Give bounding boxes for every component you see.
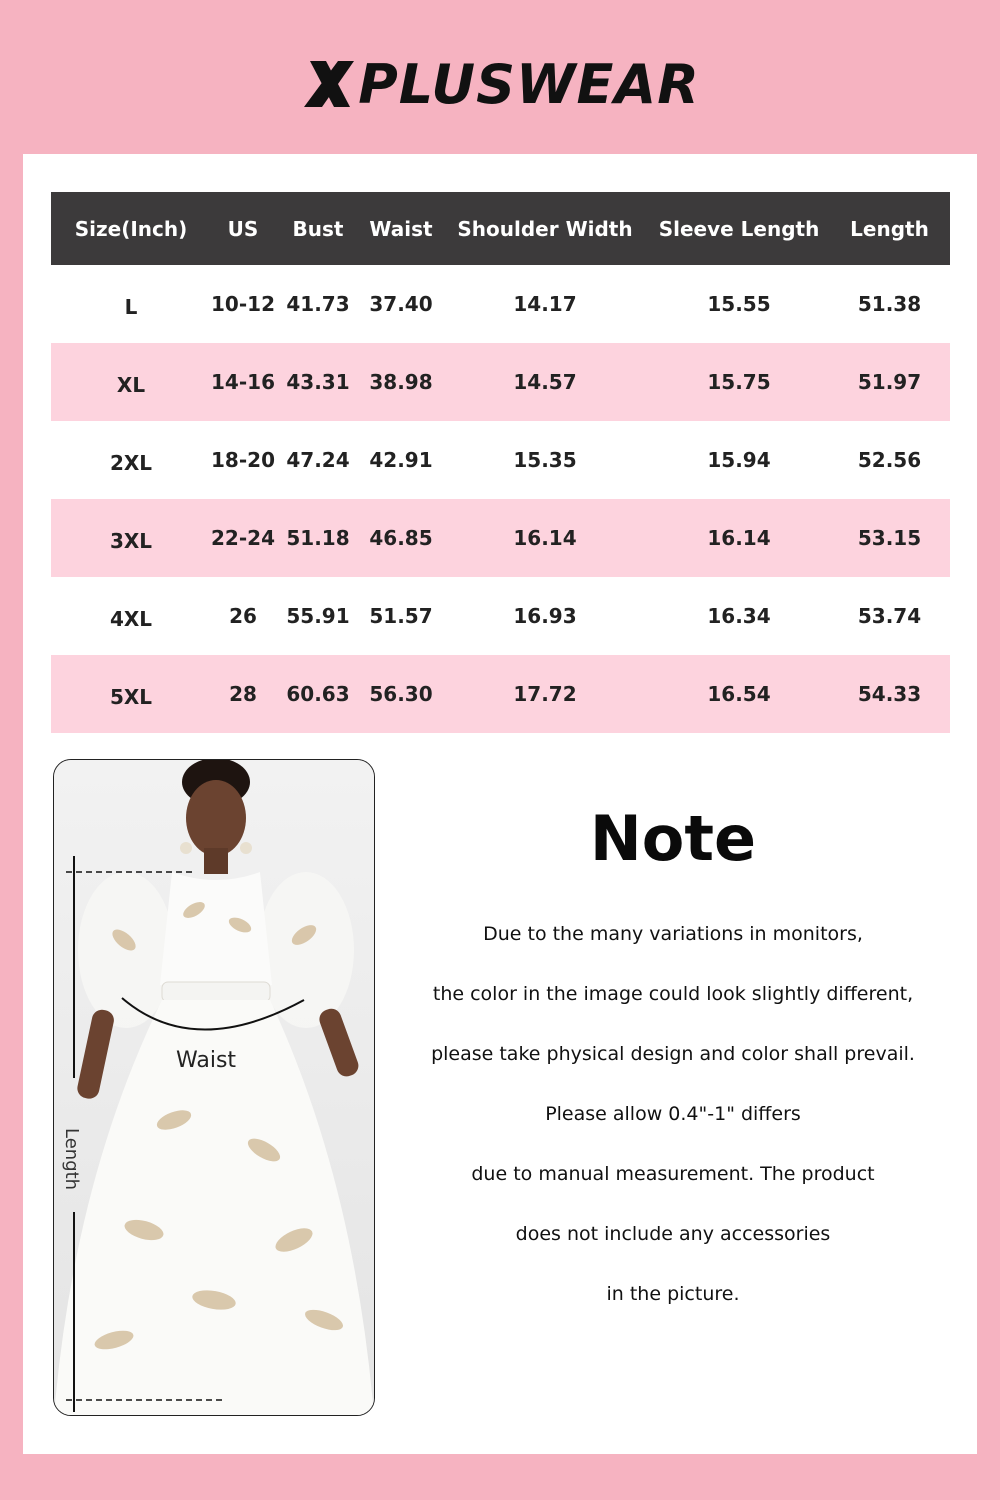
table-row (51, 421, 950, 499)
table-cell: 37.40 (369, 292, 433, 316)
table-cell: 47.24 (286, 448, 350, 472)
table-cell: 15.35 (513, 448, 577, 472)
table-cell: 22-24 (211, 499, 275, 577)
note-text (393, 916, 953, 1336)
table-cell: 16.54 (649, 655, 829, 733)
table-cell: 15.94 (707, 448, 771, 472)
brand-name: PLUSWEAR (358, 52, 700, 116)
table-cell: 53.15 (829, 499, 950, 577)
table-row (51, 655, 950, 733)
table-cell: 2XL (109, 451, 153, 475)
content-card (23, 154, 977, 1454)
table-cell: 43.31 (275, 343, 361, 421)
table-cell: 14.17 (513, 292, 577, 316)
waist-measure-label: Waist (176, 1048, 237, 1073)
table-header-cell: Shoulder Width (441, 192, 649, 265)
table-cell: L (124, 295, 138, 319)
table-cell: 14-16 (211, 343, 275, 421)
table-cell: 28 (211, 655, 275, 733)
table-header-cell: Length (829, 192, 950, 265)
table-cell: 51.18 (275, 499, 361, 577)
table-cell: 17.72 (441, 655, 649, 733)
table-cell: 14.57 (441, 343, 649, 421)
brand-header (0, 44, 1000, 124)
table-cell: 16.14 (649, 499, 829, 577)
table-row (51, 499, 950, 577)
table-cell: 51.97 (829, 343, 950, 421)
table-header-cell: Sleeve Length (649, 192, 829, 265)
note-line: the color in the image could look slightly different, (432, 983, 914, 1005)
table-cell: 56.30 (361, 655, 441, 733)
note-title: Note (589, 802, 757, 875)
table-cell: 60.63 (275, 655, 361, 733)
table-header-cell: Bust (275, 192, 361, 265)
table-cell: 16.93 (513, 604, 577, 628)
table-cell: 15.55 (707, 292, 771, 316)
table-header-row (51, 192, 950, 265)
table-cell: 16.34 (707, 604, 771, 628)
table-cell: 26 (229, 604, 257, 628)
note-line: does not include any accessories (515, 1223, 831, 1245)
length-measure-label: Length (61, 1128, 82, 1191)
table-row (51, 577, 950, 655)
table-cell: 53.74 (857, 604, 922, 628)
table-cell: 55.91 (286, 604, 350, 628)
table-cell: 5XL (51, 655, 211, 733)
note-line: Due to the many variations in monitors, (483, 923, 863, 945)
table-cell: 18-20 (211, 448, 275, 472)
brand-x-mark-icon (300, 59, 356, 109)
note-line: in the picture. (606, 1283, 740, 1305)
table-header-cell: Waist (361, 192, 441, 265)
brand-logo (300, 53, 700, 116)
table-cell: 46.85 (361, 499, 441, 577)
table-header-cell: Size(Inch) (51, 192, 211, 265)
table-cell: 10-12 (211, 292, 275, 316)
table-cell: 42.91 (369, 448, 433, 472)
note-line: due to manual measurement. The product (471, 1163, 875, 1185)
table-header-cell: US (211, 192, 275, 265)
table-cell: 41.73 (286, 292, 350, 316)
table-cell: 16.14 (441, 499, 649, 577)
table-cell: 4XL (109, 607, 153, 631)
table-cell: 52.56 (857, 448, 922, 472)
table-cell: 38.98 (361, 343, 441, 421)
dress-illustration (54, 760, 374, 1415)
table-cell: 3XL (51, 499, 211, 577)
size-chart-table (51, 192, 950, 733)
table-row (51, 265, 950, 343)
table-cell: 51.57 (369, 604, 433, 628)
note-line: please take physical design and color shall prevail. (431, 1043, 915, 1065)
table-cell: 15.75 (649, 343, 829, 421)
table-cell: 51.38 (857, 292, 922, 316)
table-cell: 54.33 (829, 655, 950, 733)
table-cell: XL (51, 343, 211, 421)
measurement-diagram (53, 759, 375, 1416)
table-row (51, 343, 950, 421)
note-line: Please allow 0.4"-1" differs (545, 1103, 801, 1125)
